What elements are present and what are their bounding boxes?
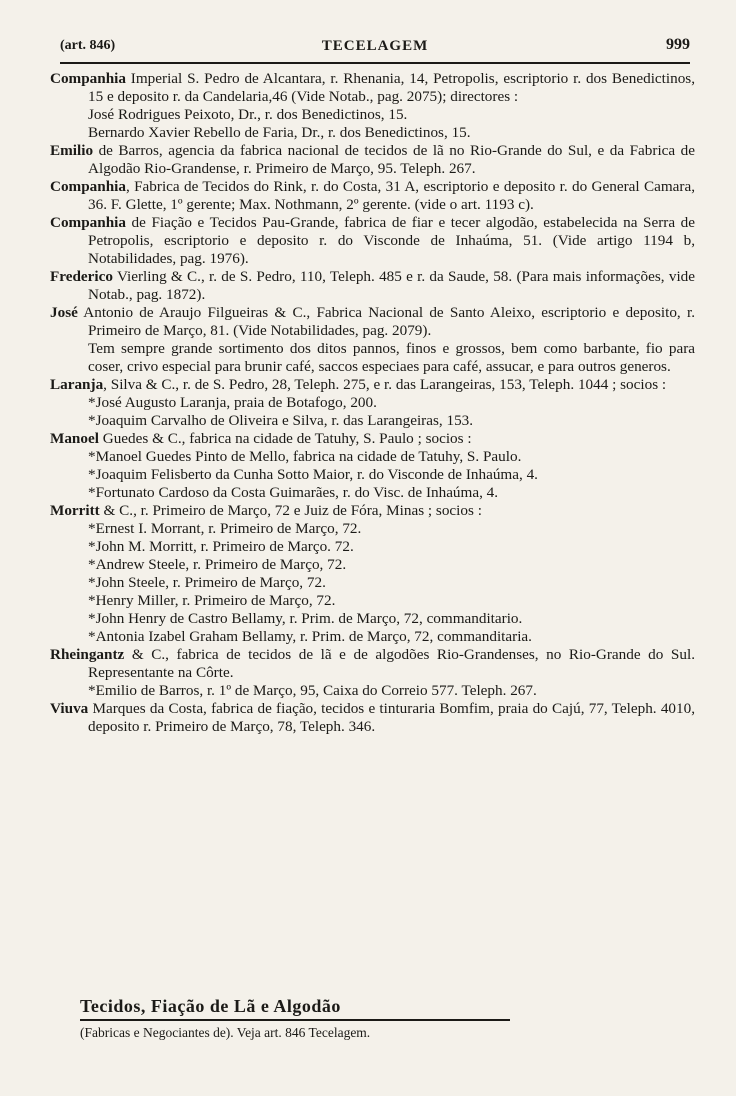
directory-entry: Tem sempre grande sortimento dos ditos pannos, finos e grossos, bem como barbante, fio para coser, crivo especial para brunir café, saccos especiaes para café, assucar, e para outros generos. <box>88 340 695 375</box>
partner-entry: *Ernest I. Morrant, r. Primeiro de Março, 72. <box>88 520 362 537</box>
article-reference: (art. 846) <box>60 38 116 53</box>
partner-entry: *Andrew Steele, r. Primeiro de Março, 72. <box>88 556 347 573</box>
directory-entry: José Rodrigues Peixoto, Dr., r. dos Benedictinos, 15. <box>88 106 408 123</box>
partner-entry: *Fortunato Cardoso da Costa Guimarães, r. do Visc. de Inhaúma, 4. <box>88 484 499 501</box>
directory-entry: Rheingantz & C., fabrica de tecidos de lã e de algodões Rio-Grandenses, no Rio-Grande do Sul. Representante na Côrte. <box>50 646 695 681</box>
directory-entry: Emilio de Barros, agencia da fabrica nacional de tecidos de lã no Rio-Grande do Sul, e da Fabrica de Algodão Rio-Grandense, r. Primeiro de Março, 95. Teleph. 267. <box>50 142 695 177</box>
partner-entry: *Antonia Izabel Graham Bellamy, r. Prim. de Março, 72, commanditaria. <box>88 628 532 645</box>
partner-entry: *José Augusto Laranja, praia de Botafogo, 200. <box>88 394 377 411</box>
directory-entry: Viuva Marques da Costa, fabrica de fiação, tecidos e tinturaria Bomfim, praia do Cajú, 77, Teleph. 4010, deposito r. Primeiro de Março, 78, Teleph. 346. <box>50 700 695 735</box>
section-heading: Tecidos, Fiação de Lã e Algodão <box>80 996 510 1021</box>
partner-entry: *John Steele, r. Primeiro de Março, 72. <box>88 574 326 591</box>
partner-entry: *Emilio de Barros, r. 1º de Março, 95, Caixa do Correio 577. Teleph. 267. <box>88 682 537 699</box>
partner-entry: *Henry Miller, r. Primeiro de Março, 72. <box>88 592 336 609</box>
section-note: (Fabricas e Negociantes de). Veja art. 846 Tecelagem. <box>80 1025 371 1040</box>
running-header <box>60 36 690 64</box>
page-number: 999 <box>666 36 690 53</box>
directory-entry: José Antonio de Araujo Filgueiras & C., Fabrica Nacional de Santo Aleixo, escriptorio e deposito, r. Primeiro de Março, 81. (Vide Notabilidades, pag. 2079). <box>50 304 695 339</box>
directory-entry: Companhia, Fabrica de Tecidos do Rink, r. do Costa, 31 A, escriptorio e deposito r. do General Camara, 36. F. Glette, 1º gerente; Max. Nothmann, 2º gerente. (vide o art. 1193 c). <box>50 178 695 213</box>
directory-entry: Companhia Imperial S. Pedro de Alcantara, r. Rhenania, 14, Petropolis, escriptorio r. dos Benedictinos, 15 e deposito r. da Candelaria,46 (Vide Notab., pag. 2075); directores : <box>50 70 695 105</box>
cross-reference-section <box>80 996 510 1041</box>
page-title: TECELAGEM <box>321 38 429 54</box>
directory-entry: Companhia de Fiação e Tecidos Pau-Grande, fabrica de fiar e tecer algodão, estabelecida na Serra de Petropolis, escriptorio e deposito r. do Visconde de Inhaúma, 51. (Vide artigo 1194 b, Notabilidades, pag. 1976). <box>50 214 695 267</box>
partner-entry: *John M. Morritt, r. Primeiro de Março. 72. <box>88 538 354 555</box>
partner-entry: *Manoel Guedes Pinto de Mello, fabrica na cidade de Tatuhy, S. Paulo. <box>88 448 522 465</box>
directory-entry: Frederico Vierling & C., r. de S. Pedro, 110, Teleph. 485 e r. da Saude, 58. (Para mais informações, vide Notab., pag. 1872). <box>50 268 695 303</box>
partner-entry: *John Henry de Castro Bellamy, r. Prim. de Março, 72, commanditario. <box>88 610 523 627</box>
directory-entry: Manoel Guedes & C., fabrica na cidade de Tatuhy, S. Paulo ; socios : <box>50 430 472 447</box>
partner-entry: *Joaquim Felisberto da Cunha Sotto Maior, r. do Visconde de Inhaúma, 4. <box>88 466 538 483</box>
directory-entry: Laranja, Silva & C., r. de S. Pedro, 28, Teleph. 275, e r. das Larangeiras, 153, Teleph. 1044 ; socios : <box>50 376 667 393</box>
directory-entry: Bernardo Xavier Rebello de Faria, Dr., r. dos Benedictinos, 15. <box>88 124 471 141</box>
partner-entry: *Joaquim Carvalho de Oliveira e Silva, r. das Larangeiras, 153. <box>88 412 474 429</box>
directory-entries <box>50 70 695 736</box>
directory-entry: Morritt & C., r. Primeiro de Março, 72 e Juiz de Fóra, Minas ; socios : <box>50 502 482 519</box>
